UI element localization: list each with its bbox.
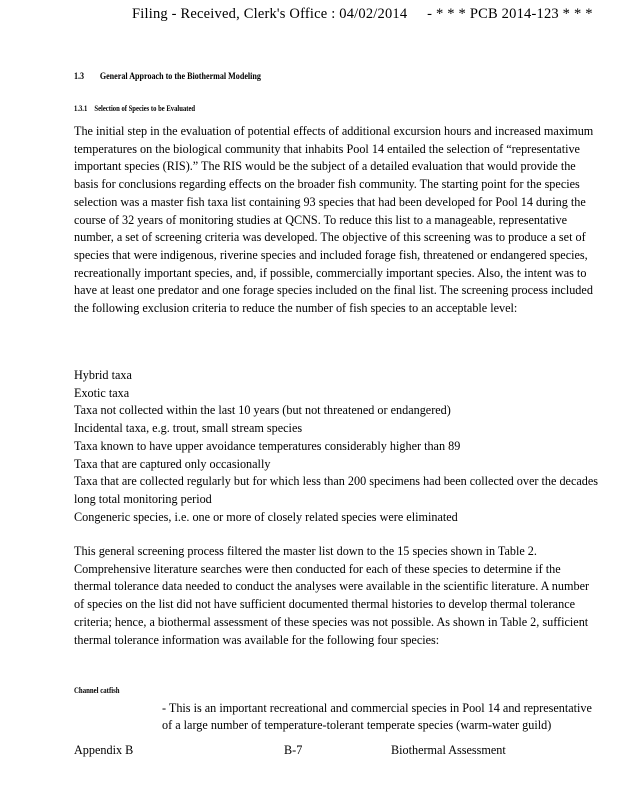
- criteria-item: Taxa not collected within the last 10 years (but not threatened or endangered): [74, 403, 451, 418]
- criteria-item: Taxa that are captured only occasionally: [74, 456, 271, 471]
- exclusion-criteria-list: [74, 367, 600, 526]
- footer-appendix: Appendix B: [74, 743, 134, 757]
- section-heading: [74, 72, 261, 82]
- species-description: - This is an important recreational and commercial species in Pool 14 and representative of a large number of temperature-tolerant temperate species (warm-water guild): [162, 700, 592, 733]
- criteria-item: Incidental taxa, e.g. trout, small stream species: [74, 421, 303, 436]
- species-name: Channel catfish: [74, 685, 120, 695]
- body-paragraph-intro: [74, 123, 600, 318]
- filing-header: [132, 6, 612, 23]
- pcb-number: - * * * PCB 2014-123 * * *: [427, 6, 593, 22]
- subsection-title: Selection of Species to be Evaluated: [94, 103, 196, 113]
- criteria-item: Congeneric species, i.e. one or more of closely related species were eliminated: [74, 509, 458, 524]
- section-number: 1.3: [74, 72, 85, 82]
- criteria-item: Taxa known to have upper avoidance temperatures considerably higher than 89: [74, 438, 461, 453]
- subsection-heading: [74, 103, 195, 113]
- filing-stamp: Filing - Received, Clerk's Office : 04/02/2014: [132, 6, 408, 22]
- paragraph-text: This general screening process filtered the master list down to the 15 species shown in Table 2. Comprehensive literature searches were then conducted for each of these species to determine if the thermal tolerance data needed to conduct the analyses were available in the scientific literature. A number of species on the list did not have sufficient documented thermal histories to develop thermal tolerance criteria; hence, a biothermal assessment of these species was not possible. As shown in Table 2, sufficient thermal tolerance information was available for the following four species:: [74, 544, 590, 647]
- species-entry: [74, 681, 600, 735]
- criteria-item: Taxa that are collected regularly but for which less than 200 specimens had been collected over the decades long total monitoring period: [74, 474, 599, 506]
- footer-title: Biothermal Assessment: [391, 743, 506, 757]
- page-number: B-7: [284, 743, 303, 757]
- section-title: General Approach to the Biothermal Modeling: [99, 72, 261, 82]
- subsection-number: 1.3.1: [74, 103, 88, 113]
- paragraph-text: The initial step in the evaluation of potential effects of additional excursion hours and increased maximum temperatures on the biological community that inhabits Pool 14 entailed the selection of “representative important species (RIS).” The RIS would be the subject of a detailed evaluation that would provide the basis for conclusions regarding effects on the broader fish community. The starting point for the species selection was a master fish taxa list containing 93 species that had been developed for Pool 14 during the course of 32 years of monitoring studies at QCNS. To reduce this list to a manageable, representative number, a set of screening criteria was developed. The objective of this screening was to produce a set of species that were indigenous, riverine species and included forage fish, threatened or endangered species, recreationally important species, and, if possible, commercially important species. Also, the intent was to have at least one predator and one forage species included on the final list. The screening process included the following exclusion criteria to reduce the number of fish species to an acceptable level:: [74, 124, 594, 316]
- body-paragraph-screening: [74, 543, 600, 649]
- criteria-item: Exotic taxa: [74, 385, 130, 400]
- criteria-item: Hybrid taxa: [74, 368, 132, 382]
